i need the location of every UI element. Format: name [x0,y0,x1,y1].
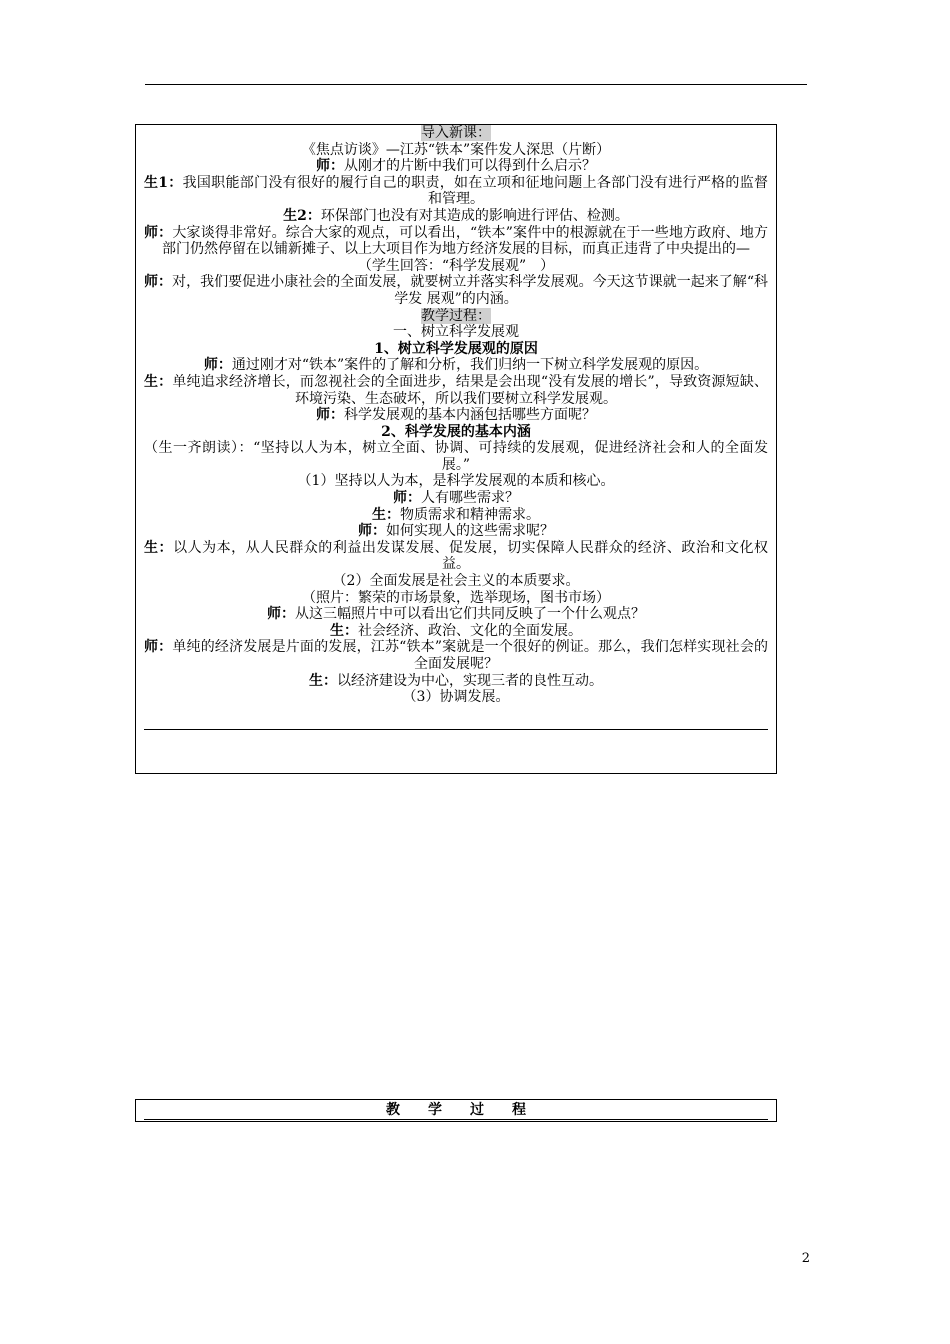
text-line: 一、树立科学发展观 [393,324,519,341]
text-line: 生：以经济建设为中心，实现三者的良性互动。 [309,672,603,689]
text-line: （学生回答：“科学发展观” ） [357,257,555,274]
text-line: 师：从这三幅照片中可以看出它们共同反映了一个什么观点？ [267,606,645,623]
text-line: （3）协调发展。 [402,689,510,706]
text-line: 生：物质需求和精神需求。 [372,506,540,523]
text-line: （2）全面发展是社会主义的本质要求。 [332,573,580,590]
text-line: 生：社会经济、政治、文化的全面发展。 [330,622,582,639]
text-line: 师：人有哪些需求？ [393,490,519,507]
page-number: 2 [801,1251,810,1266]
text-line: （照片：繁荣的市场景象，选举现场，图书市场） [302,589,610,606]
text-line: （生一齐朗读）：“坚持以人为本，树立全面、协调、可持续的发展观，促进经济社会和人的全面发展。” [144,440,768,473]
text-line: 师：对，我们要促进小康社会的全面发展，就要树立并落实科学发展观。今天这节课就一起来了解“科学发 展观”的内涵。 [144,274,769,307]
text-line: （1）坚持以人为本，是科学发展观的本质和核心。 [297,473,615,490]
text-line: 生：单纯追求经济增长，而忽视社会的全面进步，结果是会出现“没有发展的增长”，导致资源短缺、环境污染、生态破坏，所以我们要树立科学发展观。 [144,373,769,407]
section-title: 教学过程 [386,1102,554,1118]
text-line: 生1：我国职能部门没有很好的履行自己的职责，如在立项和征地问题上各部门没有进行严格的监督和管理。 [144,174,769,208]
text-line: 《焦点访谈》—江苏“铁本”案件发人深思（片断） [301,141,611,158]
text-line: 师：科学发展观的基本内涵包括哪些方面呢？ [316,407,596,424]
text-line: 2、科学发展的基本内涵 [381,423,531,440]
content-end-rule [144,729,768,730]
text-line: 生：以人为本，从人民群众的利益出发谋发展、促发展，切实保障人民群众的经济、政治和文化权益。 [144,539,769,573]
text-line: 师：从刚才的片断中我们可以得到什么启示？ [316,158,596,175]
lesson-text [144,125,768,706]
text-line: 教学过程： [421,307,491,324]
text-line: 师：如何实现人的这些需求呢？ [358,523,554,540]
section-title-rule [144,1119,768,1120]
text-line: 导入新课： [421,125,491,141]
text-line: 师：大家谈得非常好。综合大家的观点，可以看出，“铁本”案件中的根源就在于一些地方政府、地方部门仍然停留在以铺新摊子、以上大项目作为地方经济发展的目标，而真正违背了中央提出的— [144,224,769,258]
header-rule [145,84,807,85]
text-line: 师：通过刚才对“铁本”案件的了解和分析，我们归纳一下树立科学发展观的原因。 [203,357,709,374]
text-line: 1、树立科学发展观的原因 [374,340,538,357]
lesson-content-box [135,124,777,774]
text-line: 师：单纯的经济发展是片面的发展，江苏“铁本”案就是一个很好的例证。那么，我们怎样实现社会的全面发展呢？ [144,639,769,672]
section-header-box [135,1099,777,1122]
text-line: 生2：环保部门也没有对其造成的影响进行评估、检测。 [283,207,629,224]
